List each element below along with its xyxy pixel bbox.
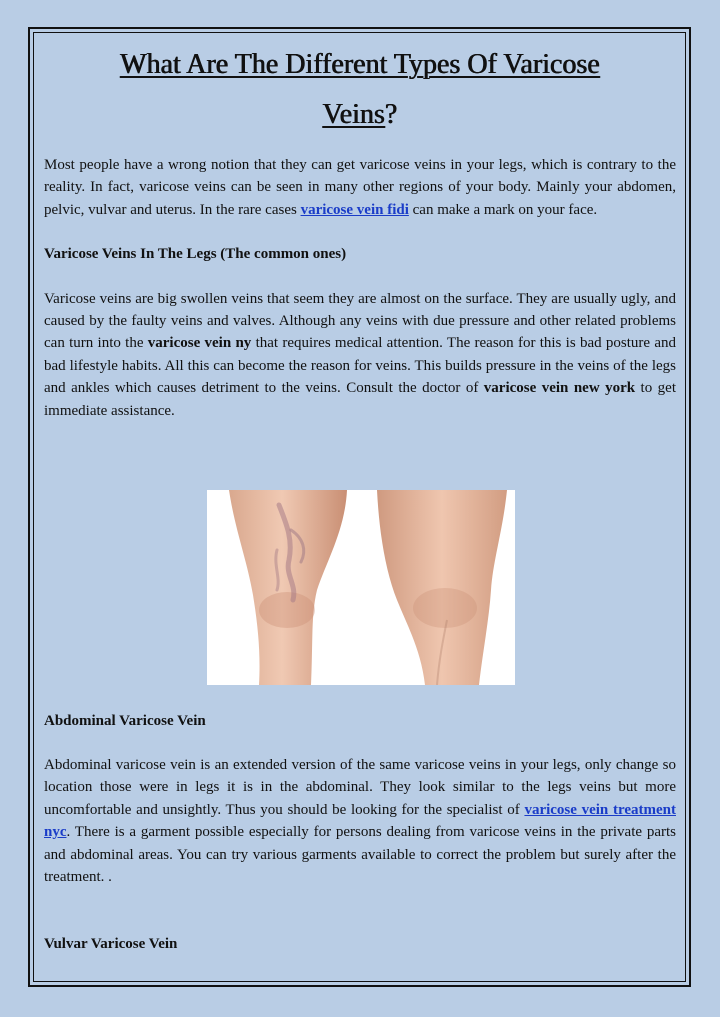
section-heading-legs: Varicose Veins In The Legs (The common ones) <box>44 246 347 263</box>
legs-photo <box>207 490 515 685</box>
intro-paragraph <box>44 154 676 221</box>
abdominal-text-1: Abdominal varicose vein is an extended version of the same varicose veins in your legs, only change so location those were in legs it is in the abdominal. They look similar to the legs veins but more uncomfortable and unsightly. Thus you should be looking for the specialist of <box>44 757 676 818</box>
varicose-vein-treatment-nyc-link[interactable]: varicose vein treatment nyc <box>44 801 676 841</box>
page-title-question-mark: ? <box>384 99 398 130</box>
legs-photo-illustration <box>207 490 515 685</box>
section-heading-abdominal: Abdominal Varicose Vein <box>44 713 206 729</box>
keyword-varicose-vein-new-york: varicose vein new york <box>483 380 636 397</box>
abdominal-paragraph <box>44 754 676 888</box>
legs-text-3: to get immediate assistance. <box>44 380 676 419</box>
varicose-vein-fidi-link[interactable]: varicose vein fidi <box>300 201 409 218</box>
legs-text-2: that requires medical attention. The reason for this is bad posture and bad lifestyle habits. All this can become the reason for veins. This builds pressure in the veins of the legs and ankles which causes detriment to the veins. Consult the doctor of <box>44 335 676 397</box>
abdominal-text-2: . There is a garment possible especially for persons dealing from varicose veins in the private parts and abdominal areas. You can try various garments available to correct the problem but surely after the treatment. . <box>44 824 676 886</box>
section-heading-vulvar: Vulvar Varicose Vein <box>44 936 178 952</box>
page-title-line1: What Are The Different Types Of Varicose <box>120 49 600 80</box>
legs-text-1: Varicose veins are big swollen veins that seem they are almost on the surface. They are usually ugly, and caused by the faulty veins and valves. Although any veins with due pressure and other related problems can turn into the <box>44 290 676 352</box>
intro-text-after: can make a mark on your face. <box>408 201 598 218</box>
intro-text: Most people have a wrong notion that they can get varicose veins in your legs, which is contrary to the reality. In fact, varicose veins can be seen in many other regions of your body. Mainly your abdomen, pelvic, vulvar and uterus. In the rare cases <box>44 157 676 218</box>
page-title <box>44 40 676 140</box>
legs-paragraph <box>44 288 676 422</box>
keyword-varicose-vein-ny: varicose vein ny <box>147 335 252 352</box>
page-title-line2: Veins <box>322 99 385 130</box>
document-body <box>44 40 676 952</box>
